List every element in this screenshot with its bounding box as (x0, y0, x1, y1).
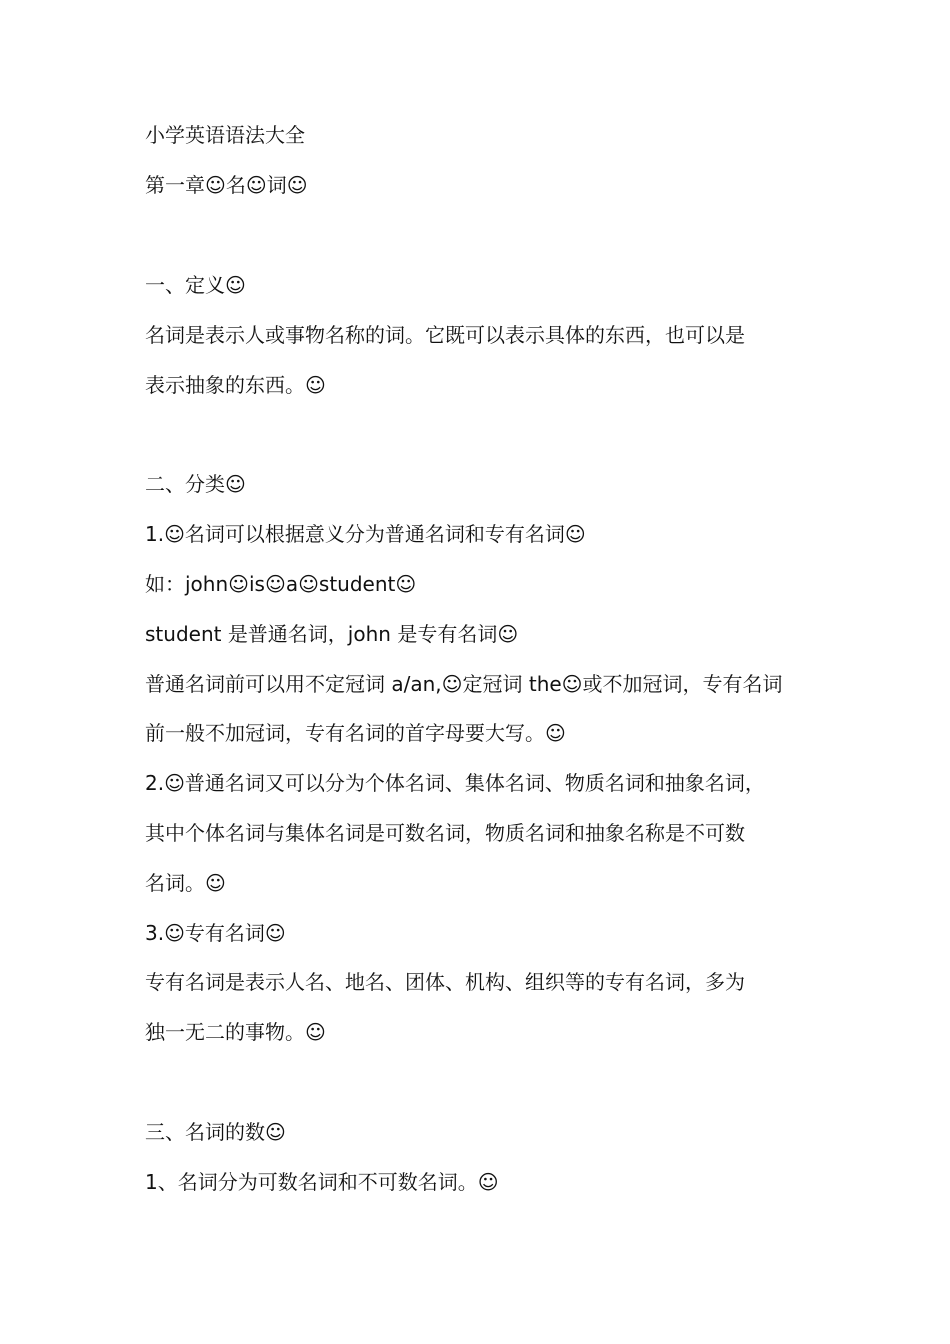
paragraph-line: student 是普通名词，john 是专有名词☺ (145, 622, 519, 646)
paragraph-line: 1、名词分为可数名词和不可数名词。☺ (145, 1170, 499, 1194)
paragraph-line: 前一般不加冠词，专有名词的首字母要大写。☺ (145, 721, 566, 745)
paragraph-line: 2.☺普通名词又可以分为个体名词、集体名词、物质名词和抽象名词， (145, 771, 765, 795)
section-heading: 三、名词的数☺ (145, 1120, 286, 1144)
paragraph-line: 表示抽象的东西。☺ (145, 373, 326, 397)
paragraph-line: 其中个体名词与集体名词是可数名词，物质名词和抽象名称是不可数 (145, 821, 745, 845)
paragraph-line: 3.☺专有名词☺ (145, 921, 286, 945)
document-title: 小学英语语法大全 (145, 123, 305, 147)
paragraph-line: 普通名词前可以用不定冠词 a/an,☺定冠词 the☺或不加冠词，专有名词 (145, 672, 783, 696)
paragraph-line: 名词。☺ (145, 871, 226, 895)
paragraph-line: 名词是表示人或事物名称的词。它既可以表示具体的东西，也可以是 (145, 323, 745, 347)
paragraph-line: 专有名词是表示人名、地名、团体、机构、组织等的专有名词，多为 (145, 970, 745, 994)
paragraph-line: 如：john☺is☺a☺student☺ (145, 572, 417, 596)
section-heading: 二、分类☺ (145, 472, 246, 496)
chapter-heading: 第一章☺名☺词☺ (145, 173, 308, 197)
paragraph-line: 独一无二的事物。☺ (145, 1020, 326, 1044)
section-heading: 一、定义☺ (145, 273, 246, 297)
paragraph-line: 1.☺名词可以根据意义分为普通名词和专有名词☺ (145, 522, 586, 546)
